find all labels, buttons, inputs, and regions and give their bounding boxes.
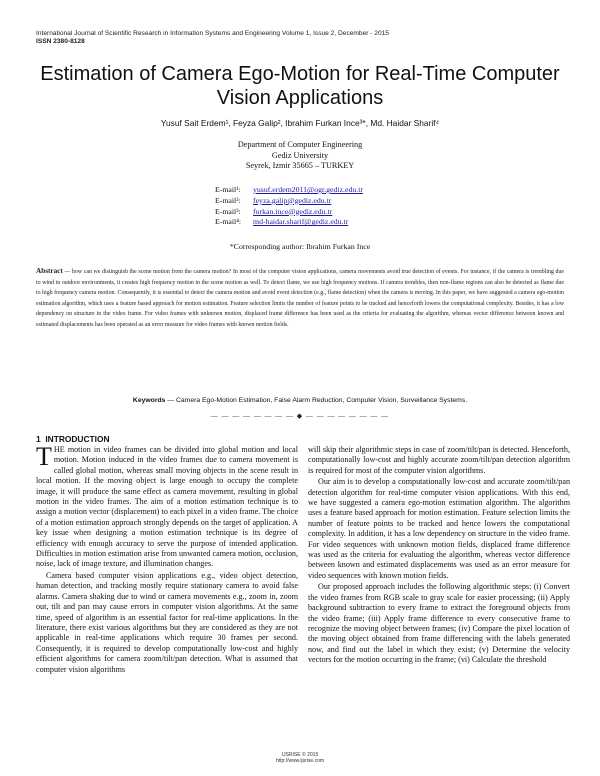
keywords bbox=[36, 397, 564, 404]
email-label: E-mail⁴: bbox=[215, 217, 242, 227]
email-link[interactable]: feyza.galip@gediz.edu.tr bbox=[253, 195, 332, 205]
journal-issn: ISSN 2380-8128 bbox=[36, 38, 85, 45]
email-row bbox=[215, 185, 475, 196]
email-row bbox=[215, 196, 475, 207]
author-list: Yusuf Sait Erdem¹, Feyza Galip², Ibrahim Furkan Ince³*, Md. Haidar Sharif⁴ bbox=[160, 118, 440, 128]
paper-title: Estimation of Camera Ego-Motion for Real-Time Computer Vision Applications bbox=[40, 63, 560, 109]
page-footer bbox=[40, 752, 560, 765]
footer-copyright: IJSRISE © 2015 bbox=[281, 752, 319, 758]
section-separator: — — — — — — — — ◆ — — — — — — — — bbox=[210, 412, 390, 420]
affiliation bbox=[150, 140, 450, 172]
abstract bbox=[36, 266, 564, 331]
email-row bbox=[215, 207, 475, 218]
section-number: 1 bbox=[36, 434, 41, 444]
body-paragraph: will skip their algorithmic steps in case of zoom/tilt/pan is detected. Henceforth, computationally low-cost and highly accurate zoom/tilt/pan detection algorithm is required for most of the computer vision algorithms. bbox=[308, 445, 570, 475]
paragraph-text: HE motion in video frames can be divided into global motion and local motion. Motion induced in the video frames due to camera movement is called global motion, whereas small moving objects in the scene result in local motion. If the moving object is large enough to occupy the complete image, it will produce the same effect as camera movement, resulting in global motion in the video frames. The aim of a motion estimation technique is to assign a motion vector (displacement) to each pixel in a video frame. The choice of a motion estimation approach strongly depends on the target of application. A key issue when designing a motion estimation technique is its degree of efficiency with enough accuracy to serve the purpose of intended application. Difficulties in motion estimation arise from unwanted camera motion, occlusion, noise, lack of image texture, and illumination changes. bbox=[36, 445, 298, 569]
affiliation-department: Department of Computer Engineering bbox=[237, 140, 363, 149]
email-label: E-mail³: bbox=[215, 206, 241, 216]
email-list bbox=[215, 185, 475, 228]
footer-url: http://www.ijsrise.com bbox=[275, 758, 325, 765]
right-column bbox=[308, 445, 570, 667]
email-label: E-mail¹: bbox=[215, 185, 241, 194]
journal-header bbox=[36, 30, 566, 46]
affiliation-university: Gediz University bbox=[271, 150, 329, 160]
keywords-label: Keywords bbox=[132, 397, 166, 404]
body-paragraph: Our proposed approach includes the following algorithmic steps: (i) Convert the video frames from RGB scale to gray scale for easier processing; (ii) Apply background subtraction to every frame to extract the foreground objects from the video frame; (iii) Apply frame difference to every consecutive frame to recognize the moving object between frames; (iv) Compare the pixel location of the moving object obtained from frame differencing with the labels generated now, and find out the label in which they exist; (v) Determine the velocity vectors for the motion occurring in the frame; (vi) Calculate the threshold bbox=[308, 582, 570, 665]
abstract-text: — how can we distinguish the scene motion from the camera motion? In most of the computer vision applications, camera movements avoid true detection of events. For instance, if the camera is trembling due to wind in outdoor environments, it creates high frequency motion in the scene motion as well. To detect flame, we use high frequency motions. If camera trembles, then non-flame regions can also be detected as flame due to high frequency camera motion. Consequently, it is essential to detect the camera motion and avoid event detection (e.g., flame detection) when the camera is moving. In this paper, we have suggested a camera ego-motion estimation algorithm, which uses a feature based approach for motion estimation. Feature selection limits the number of feature points to be tracked and henceforth lowers the computational complexity. Besides, it has a low dependency on structure in the video frame. For video frames with unknown motion, displaced frame difference has been used as the criteria for evaluating the algorithm, whereas vector difference between known and estimated displacements has been operated as an error measure for video frames with known motion fields. bbox=[36, 269, 564, 328]
affiliation-city: Seyrek, Izmir 35665 – TURKEY bbox=[245, 161, 355, 170]
email-row bbox=[215, 217, 475, 228]
journal-citation: International Journal of Scientific Research in Information Systems and Engineering Volume 1, Issue 2, December - 2015 bbox=[36, 30, 389, 37]
keywords-text: — Camera Ego-Motion Estimation, False Alarm Reduction, Computer Vision, Surveillance Systems. bbox=[165, 397, 468, 404]
drop-cap: T bbox=[36, 442, 52, 471]
body-paragraph: Camera based computer vision applications e.g., video object detection, human detection, and tracking mostly require stationary camera to avoid false alarms. Camera shaking due to wind or camera movements e.g., zoom in, zoom out, tilt and pan may cause errors in computer vision algorithms. At the same time, speed of algorithm is an essential factor for real-time applications. In the literature, there exist various algorithms but they are considered as they are not applicable in real-time applications which require 30 frames per second. Consequently, it is required to develop computationally low-cost and highly efficient algorithms for camera zoom/tilt/pan detection. What is assumed that computer vision algorithms bbox=[36, 570, 298, 674]
left-column bbox=[36, 442, 298, 676]
email-link[interactable]: furkan.ince@gediz.edu.tr bbox=[253, 206, 333, 216]
email-link[interactable]: md-haidar.sharif@gediz.edu.tr bbox=[253, 217, 349, 227]
intro-paragraph bbox=[36, 442, 298, 570]
body-paragraph: Our aim is to develop a computationally low-cost and accurate zoom/tilt/pan detection algorithm for real-time computer vision applications. With this end, we have suggested a camera ego-motion estimation algorithm. The algorithm uses a feature based approach for motion estimation. Feature selection limits the number of feature points to be tracked and hence lowers the computational complexity. In addition, it has a low dependency on structure in the video frame. For video sequences with unknown motion fields, displaced frame difference was used as the criteria for evaluating the algorithm, whereas vector difference between known and estimated displacements was used as an error measure for video sequences with known motion fields. bbox=[308, 477, 570, 580]
abstract-label: Abstract bbox=[36, 267, 63, 275]
email-link[interactable]: yusuf.erdem2011@ogr.gediz.edu.tr bbox=[253, 185, 363, 194]
email-label: E-mail²: bbox=[215, 195, 241, 205]
section-title: INTRODUCTION bbox=[45, 434, 110, 444]
corresponding-author: *Corresponding author: Ibrahim Furkan Ince bbox=[229, 242, 371, 251]
